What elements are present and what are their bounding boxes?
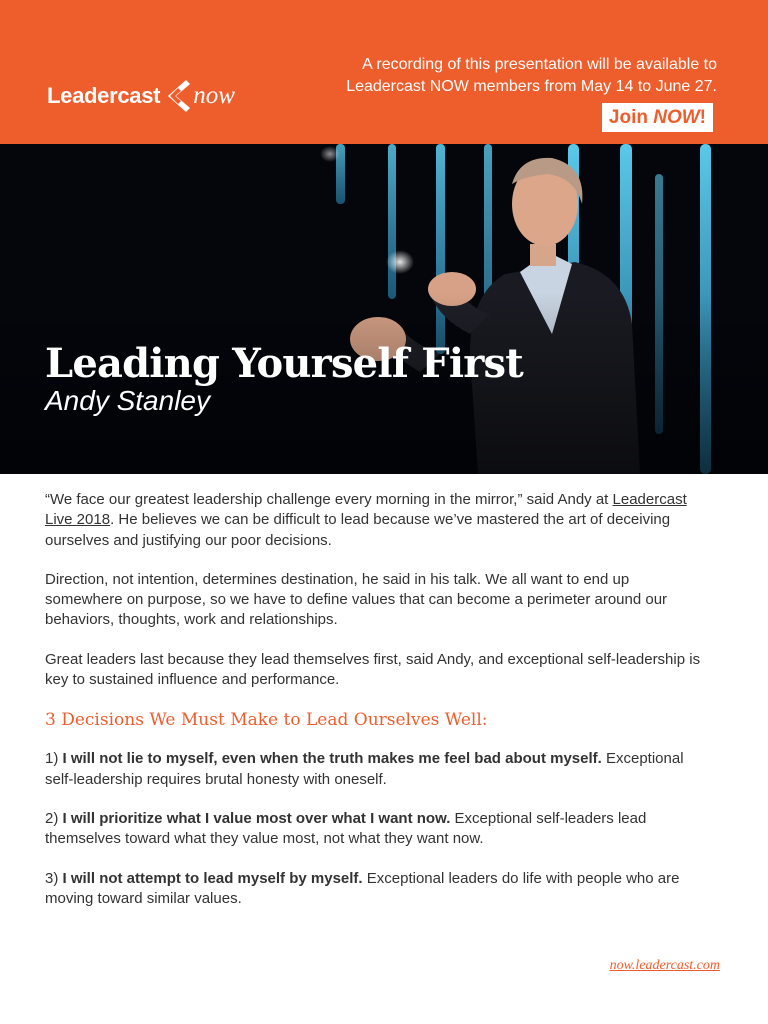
decision-item [45,749,705,790]
decision-number: 2) [45,809,63,827]
article-body [45,490,705,928]
header-bar [0,0,768,144]
leadercast-now-logo[interactable] [47,76,235,116]
join-label-part1: Join [608,107,654,128]
paragraph-great-leaders: Great leaders last because they lead themselves first, said Andy, and exceptional self-leadership is key to sustained influence and performance. [45,650,701,689]
decision-explanation: Exceptional self-leaders lead themselves toward what they value most, not what they want now. [45,809,647,848]
decision-item [45,869,705,910]
decision-number: 3) [45,869,63,887]
leadercast-live-link[interactable]: Leadercast Live 2018 [45,491,687,529]
section-heading: 3 Decisions We Must Make to Lead Ourselves Well: [45,710,488,731]
decision-statement: I will prioritize what I value most over what I want now. [62,809,451,827]
recording-notice-line2: Leadercast NOW members from May 14 to June 27. [346,78,717,95]
stage-photo [0,144,768,474]
recording-notice-line1: A recording of this presentation will be available to [362,56,717,73]
presentation-title: Leading Yourself First [45,340,523,387]
paragraph-intro-end: . He believes we can be difficult to lead because we’ve mastered the art of deceiving ourselves and justifying our poor decisions. [45,511,671,549]
decision-explanation: Exceptional self-leadership requires brutal honesty with oneself. [45,750,684,788]
footer-website-link[interactable]: now.leadercast.com [609,958,720,973]
speaker-name: Andy Stanley [45,385,210,416]
chevron-logo-icon [164,78,190,114]
join-label-now: NOW [653,107,700,128]
hero-banner [0,144,768,474]
paragraph-intro [45,490,705,551]
recording-notice [297,54,717,98]
decision-statement: I will not lie to myself, even when the truth makes me feel bad about myself. [62,750,602,768]
paragraph-intro-text: “We face our greatest leadership challenge every morning in the mirror,” said Andy at [45,491,613,508]
join-now-button[interactable] [602,103,713,132]
decision-statement: I will not attempt to lead myself by myself. [62,869,363,887]
join-label-exclaim: ! [699,107,706,128]
decision-number: 1) [45,750,63,768]
paragraph-direction: Direction, not intention, determines destination, he said in his talk. We all want to end up somewhere on purpose, so we have to define values that can become a perimeter around our behaviors, thoughts, work and relationships. [45,570,668,629]
logo-now-text: now [193,82,235,109]
logo-wordmark: Leadercast [47,83,161,108]
decision-item [45,809,705,850]
decision-explanation: Exceptional leaders do life with people who are moving toward similar values. [45,869,680,907]
